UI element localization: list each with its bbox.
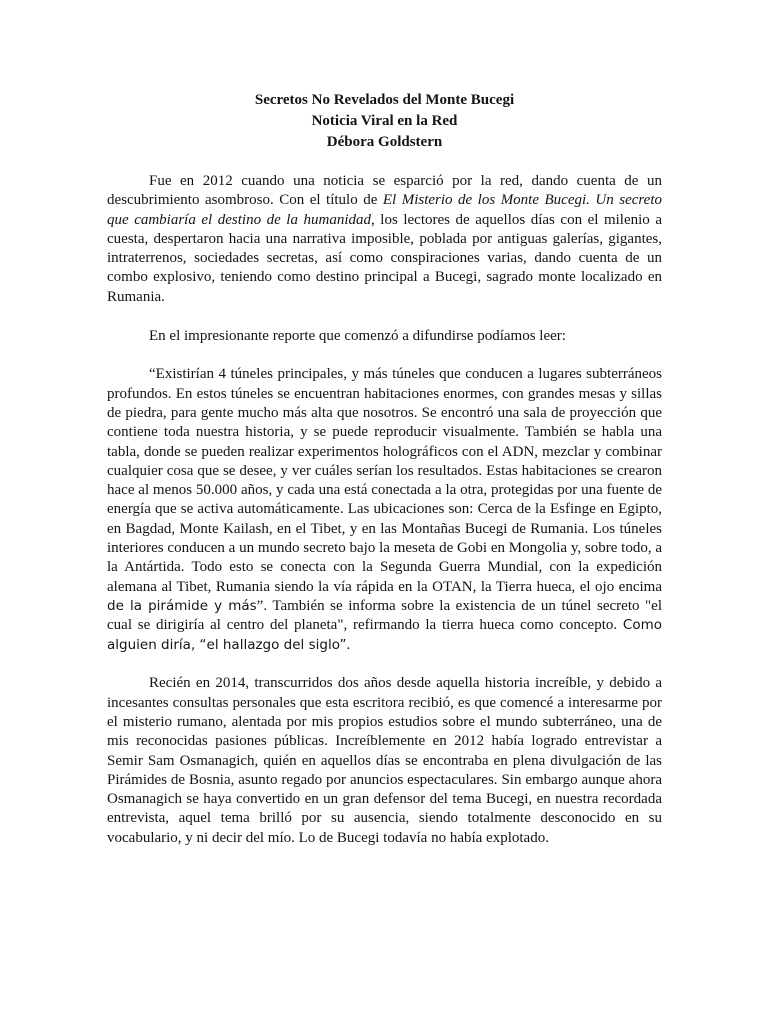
paragraph-1-text-start: Fue en 2012 cuando una noticia se esparció por la red, dando cuenta de un descubrimiento asombroso. Con el título de [107, 173, 662, 209]
paragraph-1-italic-title: El Misterio de los Monte Bucegi. Un secreto que cambiaría el destino de la humanidad [107, 192, 662, 228]
quote-text-sans-2: Como alguien diría, “el hallazgo del siglo” [107, 617, 662, 653]
quote-text-main: “Existirían 4 túneles principales, y más túneles que conducen a lugares subterráneos profundos. En estos túneles se encuentran habitaciones enormes, con grandes mesas y sillas de piedra, para gente mucho más alta que nosotros. Se encontró una sala de proyección que contiene toda nuestra historia, y se puede reproducir visualmente. También se habla una tabla, donde se pueden realizar experimentos holográficos con el ADN, mezclar y combinar cualquier cosa que se desee, y ver cuáles serían los resultados. Estas habitaciones se crearon hace al menos 50.000 años, y cada una está conectada a la otra, protegidas por una fuente de energía que se activa automáticamente. Las ubicaciones son: Cerca de la Esfinge en Egipto, en Bagdad, Monte Kailash, en el Tibet, y en las Montañas Bucegi de Rumania. Los túneles interiores conducen a un mundo secreto bajo la meseta de Gobi en Mongolia y, sobre todo, a la Antártida. Todo esto se conecta con la Segunda Guerra Mundial, con la expedición alemana al Tibet, Rumania siendo la vía rápida en la OTAN, la Tierra hueca, el ojo encima [107, 366, 662, 595]
paragraph-3-quote [107, 365, 662, 654]
quote-text-sans-1: de la pirámide y más [107, 597, 257, 614]
document-title: Secretos No Revelados del Monte Bucegi [254, 92, 515, 108]
title-block [107, 90, 662, 153]
document-subtitle: Noticia Viral en la Red [311, 113, 458, 129]
quote-text-end: . [346, 636, 351, 653]
paragraph-2: En el impresionante reporte que comenzó a difundirse podíamos leer: [149, 327, 566, 344]
paragraph-4: Recién en 2014, transcurridos dos años desde aquella historia increíble, y debido a incesantes consultas personales que esta escritora recibió, es que comencé a interesarme por el misterio rumano, alentada por mis propios estudios sobre el mundo subterráneo, una de mis reconocidas pasiones públicas. Increíblemente en 2012 había logrado entrevistar a Semir Sam Osmanagich, quién en aquellos días se encontraba en plena divulgación de las Pirámides de Bosnia, asunto regado por anuncios espectaculares. Sin embargo aunque ahora Osmanagich se haya convertido en un gran defensor del tema Bucegi, en nuestra recordada entrevista, aquel tema brilló por su ausencia, siendo totalmente desconocido en su vocabulario, y ni decir del mío. Lo de Bucegi todavía no había explotado. [107, 675, 662, 846]
paragraph-1 [107, 172, 662, 307]
paragraph-1-text-end: , los lectores de aquellos días con el milenio a cuesta, despertaron hacia una narrativa imposible, poblada por antiguas galerías, gigantes, intraterrenos, sociedades secretas, así como conspiraciones varias, dando cuenta de un combo explosivo, teniendo como destino principal a Bucegi, sagrado monte localizado en Rumania. [107, 211, 662, 305]
quote-text-mid: ”. También se informa sobre la existencia de un túnel secreto "el cual se dirigiría al centro del planeta", refirmando la tierra hueca como concepto. [107, 597, 662, 634]
document-author: Débora Goldstern [326, 134, 443, 150]
document-body [107, 90, 662, 868]
